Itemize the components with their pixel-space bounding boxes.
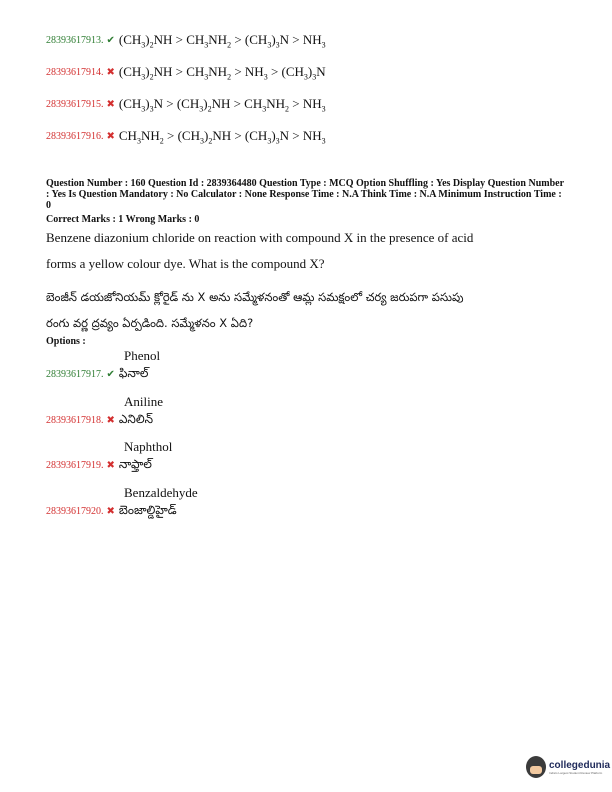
logo-tagline: India's Largest Student Review Platform (549, 770, 603, 775)
option-label-te: ఎనిలిన్ (118, 412, 154, 426)
option-id: 28393617920. (46, 506, 104, 517)
cross-icon: ✖ (106, 131, 115, 143)
option-label-te: ఫినాల్ (118, 366, 149, 380)
option-row (46, 457, 152, 474)
option-id: 28393617916. (46, 131, 104, 143)
option-row (46, 503, 177, 520)
cross-icon: ✖ (106, 99, 115, 111)
option-formula: $(CH_3)_2NH > CH_3NH_2 > NH_3 > (CH_3)_3N$ (118, 64, 326, 82)
cross-icon: ✖ (106, 460, 115, 471)
option-row (46, 366, 148, 383)
option-label-te: బెంజాల్డిహైడ్ (118, 503, 177, 517)
question-text-te-2: రంగు వర్ణ ద్రవ్యం ఏర్పడింది. సమ్మేళనం X ఏది? (46, 316, 254, 330)
option-label-en: Phenol (124, 348, 161, 363)
cross-icon: ✖ (106, 415, 115, 426)
option-id: 28393617918. (46, 415, 104, 426)
cross-icon: ✖ (106, 506, 115, 517)
question-meta: Question Number : 160 Question Id : 2839364480 Question Type : MCQ Option Shuffling : Yes Display Question Number : Yes Is Question Mandatory : No Calculator : None Response Time : N.A Think Time : N.A Minimum Instruction Time : 0 (46, 178, 564, 211)
option-label-en: Aniline (124, 394, 163, 409)
option-id: 28393617913. (46, 35, 104, 47)
question-text-en-2: forms a yellow colour dye. What is the compound X? (46, 256, 325, 271)
option-formula: $(CH_3)_3N > (CH_3)_2NH > CH_3NH_2 > NH_3$ (118, 96, 326, 114)
prev-option-row (46, 32, 326, 50)
cross-icon: ✖ (106, 67, 115, 79)
question-text-te-1: బెంజీన్ డయజోనియమ్ క్లోరైడ్ ను X అను సమ్మేళనంతో ఆమ్ల సమక్షంలో చర్య జరుపగా పసుపు (46, 290, 464, 304)
prev-option-row (46, 96, 326, 114)
options-label: Options : (46, 336, 86, 347)
question-marks: Correct Marks : 1 Wrong Marks : 0 (46, 214, 200, 225)
mascot-icon (526, 756, 546, 778)
prev-option-row (46, 128, 326, 146)
option-id: 28393617917. (46, 369, 104, 380)
collegedunia-logo (526, 756, 610, 778)
question-text-en-1: Benzene diazonium chloride on reaction with compound X in the presence of acid (46, 230, 474, 245)
option-id: 28393617914. (46, 67, 104, 79)
option-row (46, 412, 153, 429)
prev-option-row (46, 64, 326, 82)
check-icon: ✔ (106, 369, 115, 380)
logo-name: collegedunia (549, 759, 611, 771)
option-formula: $CH_3NH_2 > (CH_3)_2NH > (CH_3)_3N > NH_3$ (118, 128, 326, 146)
option-label-te: నాఫ్తాల్ (118, 457, 152, 471)
option-id: 28393617915. (46, 99, 104, 111)
option-id: 28393617919. (46, 460, 104, 471)
option-formula: $(CH_3)_2NH > CH_3NH_2 > (CH_3)_3N > NH_3$ (118, 32, 326, 50)
check-icon: ✔ (106, 35, 115, 47)
option-label-en: Naphthol (124, 439, 173, 454)
option-label-en: Benzaldehyde (124, 485, 198, 500)
